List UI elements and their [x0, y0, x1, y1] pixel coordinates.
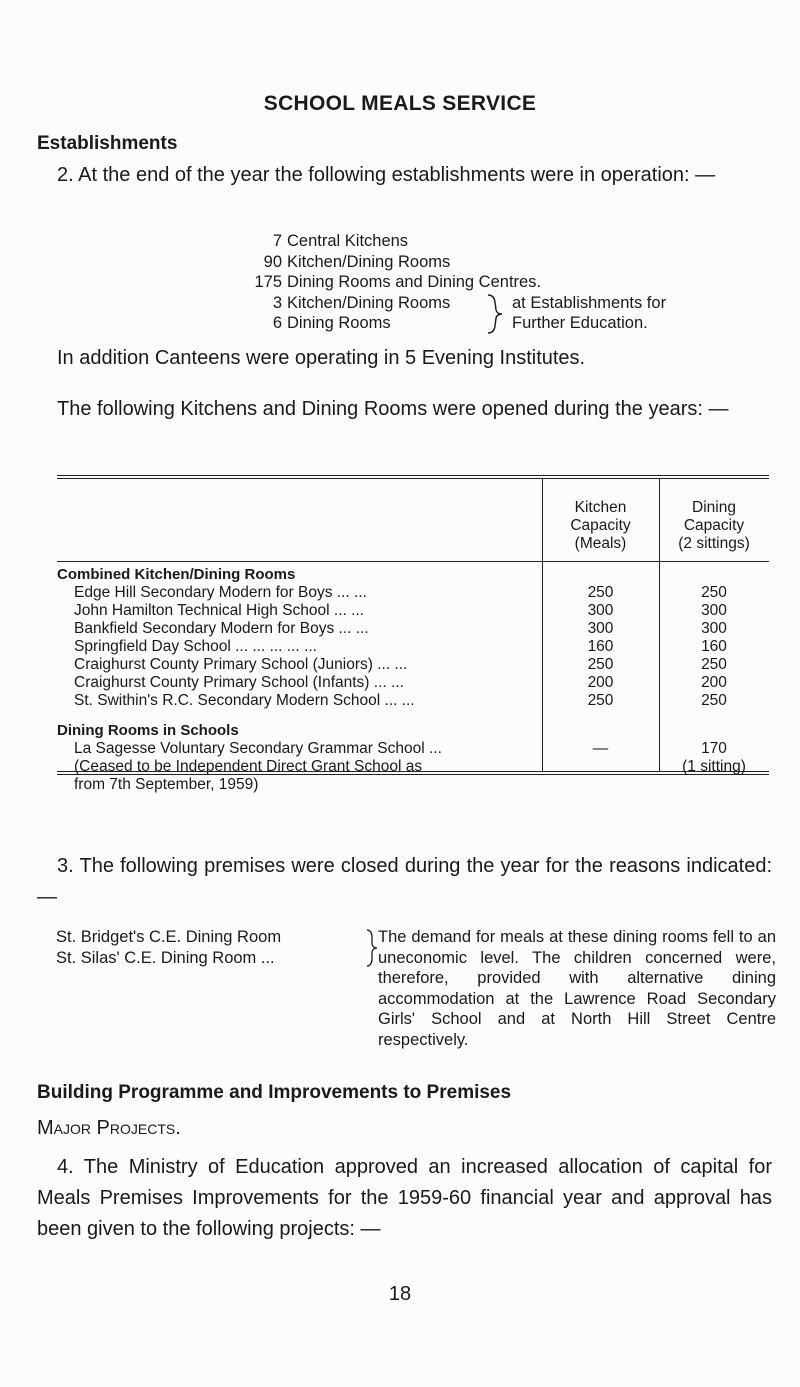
table-top-rule: [57, 475, 769, 476]
list-item: 175 Dining Rooms and Dining Centres.: [254, 273, 542, 291]
dining-capacity-header: Dining Capacity (2 sittings): [678, 499, 750, 552]
table-row: St. Swithin's R.C. Secondary Modern School ... ... 250 250: [74, 692, 727, 709]
page-title: SCHOOL MEALS SERVICE: [263, 92, 537, 115]
kitchen-capacity-header: Kitchen Capacity (Meals): [570, 499, 631, 552]
table-top-rule-2: [57, 478, 769, 479]
further-education-line2: Further Education.: [512, 314, 648, 332]
openings-table: [57, 475, 769, 793]
header-rule: [57, 561, 769, 562]
table-bottom-rule-2: [57, 774, 769, 775]
table-row: Craighurst County Primary School (Juniors) ... ... 250 250: [74, 656, 727, 673]
section-combined-heading: Combined Kitchen/Dining Rooms: [57, 566, 296, 583]
column-divider: [542, 762, 543, 771]
canteens-paragraph: In addition Canteens were operating in 5 Evening Institutes.: [57, 347, 586, 369]
page-number: 18: [388, 1283, 412, 1305]
list-item: St. Bridget's C.E. Dining Room: [56, 928, 282, 946]
closed-intro: 3. The following premises were closed during the year for the reasons indicated: —: [37, 855, 772, 908]
establishments-heading: Establishments: [37, 133, 178, 154]
table-row: Springfield Day School ... ... ... ... ... 160 160: [74, 638, 727, 655]
further-education-line1: at Establishments for: [512, 293, 667, 312]
list-item: 6 Dining Rooms Further Education.: [272, 314, 648, 332]
table-row: Craighurst County Primary School (Infants) ... ... 200 200: [74, 674, 727, 691]
opened-intro: The following Kitchens and Dining Rooms were opened during the years: —: [57, 398, 729, 420]
major-projects-subheading: Major Projects.: [37, 1117, 181, 1139]
table-row: Bankfield Secondary Modern for Boys ... ... 300 300: [74, 620, 727, 637]
column-divider: [659, 762, 660, 771]
table-row: John Hamilton Technical High School ... ... 300 300: [74, 602, 727, 619]
establishments-list: [248, 231, 667, 334]
table-bottom-rule: [57, 771, 769, 772]
brace-icon: [365, 927, 379, 969]
table-row-note: from 7th September, 1959): [74, 776, 259, 793]
closed-premises-list: [56, 927, 281, 968]
list-item: 90 Kitchen/Dining Rooms: [263, 252, 451, 271]
list-item: 3 Kitchen/Dining Rooms at Establishments for: [248, 293, 541, 314]
building-heading: Building Programme and Improvements to Premises: [37, 1082, 512, 1103]
establishments-intro: 2. At the end of the year the following establishments were in operation: —: [57, 164, 716, 186]
building-paragraph: 4. The Ministry of Education approved an increased allocation of capital for Meals Premises Improvements for the 1959-60 financial year and approval has been given to the following projects: —: [37, 1156, 772, 1240]
section-dining-heading: Dining Rooms in Schools: [57, 722, 239, 739]
table-row-note: (Ceased to be Independent Direct Grant School as (1 sitting): [74, 758, 746, 775]
closure-reason: The demand for meals at these dining rooms fell to an uneconomic level. The children concerned were, therefore, provided with alternative dining accommodation at the Lawrence Road Secondary Girls' School and at North Hill Street Centre respectively.: [378, 928, 776, 1049]
table-row: Edge Hill Secondary Modern for Boys ... ... 250 250: [74, 584, 727, 601]
table-row: La Sagesse Voluntary Secondary Grammar School ... — 170: [74, 740, 727, 757]
list-item: 7 Central Kitchens: [272, 232, 409, 250]
list-item: St. Silas' C.E. Dining Room ...: [56, 948, 275, 967]
